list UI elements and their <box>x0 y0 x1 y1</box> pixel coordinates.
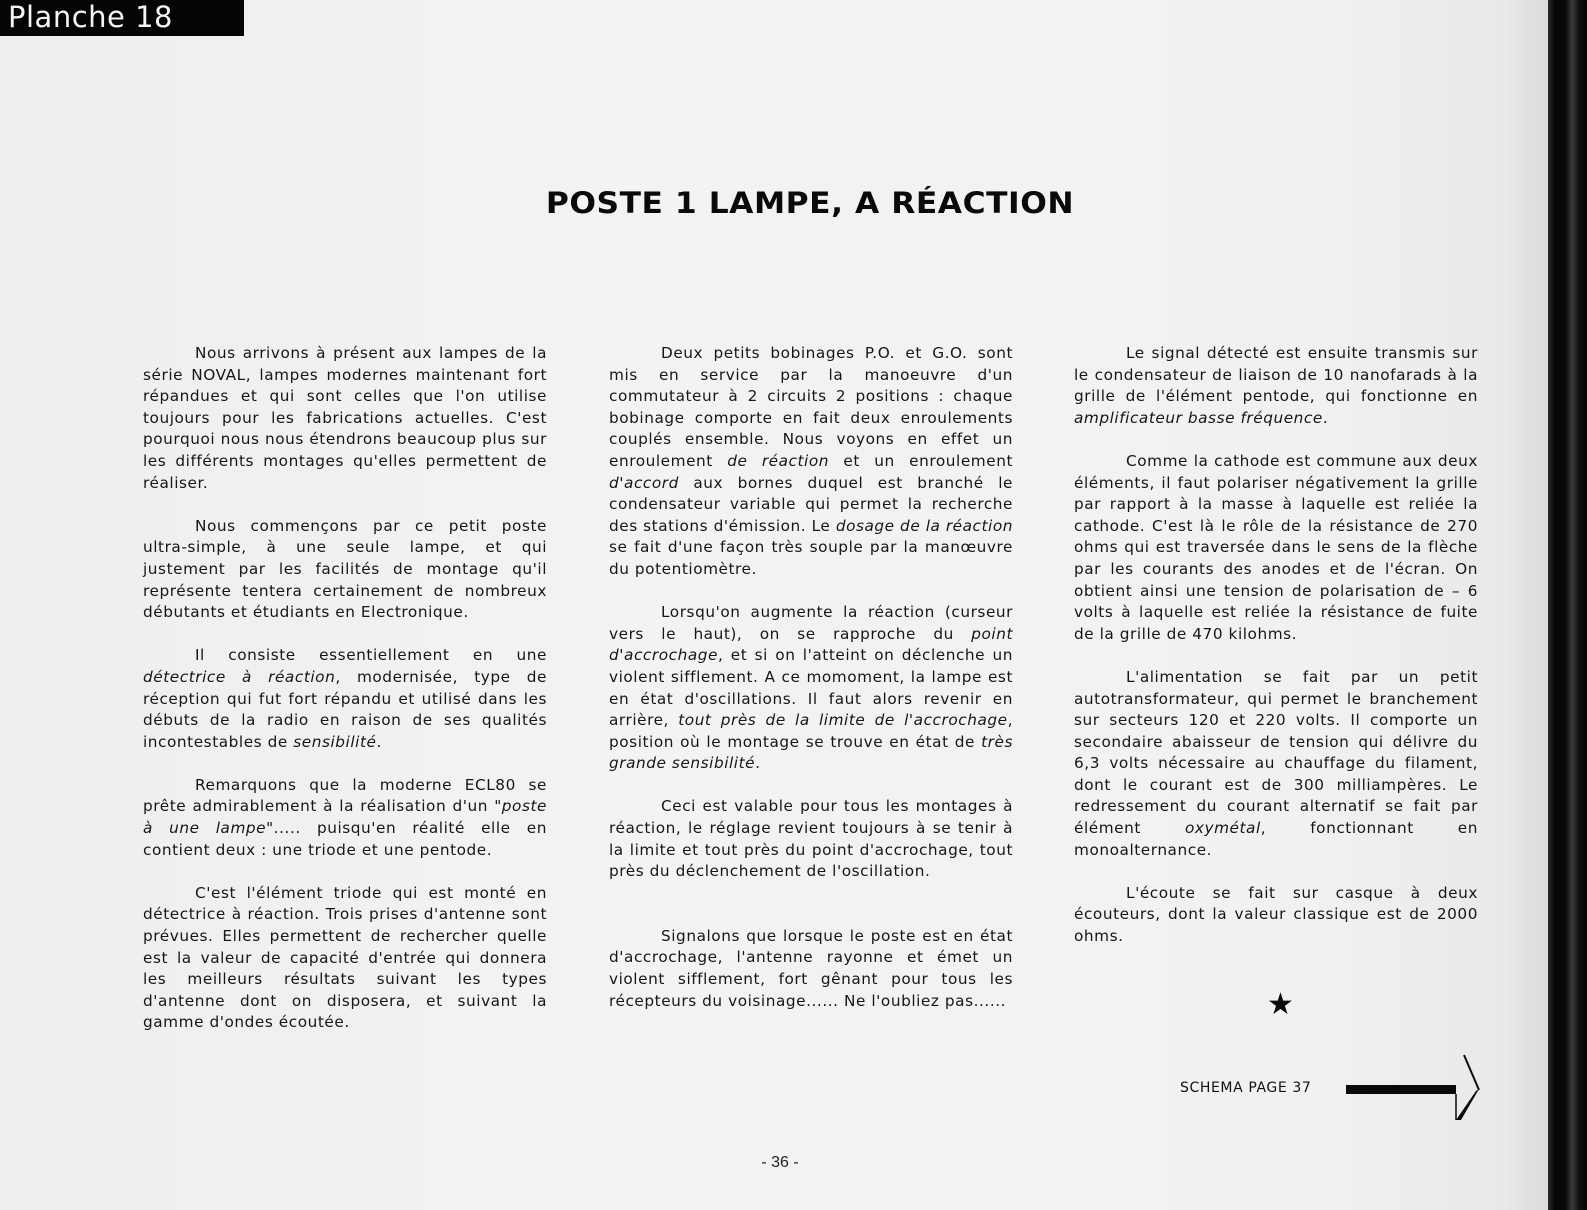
text-span: Il consiste essentiellement en une <box>195 646 547 665</box>
arrow-right-icon <box>1340 1050 1490 1120</box>
paragraph <box>1074 343 1478 429</box>
text-span: , modernisée, type de réception qui fut fort répandu et utilisé dans les débuts de la radio en raison de ses qualités incontestables de <box>143 667 548 751</box>
text-span: aux bornes duquel est branché le condensateur variable qui permet la recherche des stations d'émission. Le <box>609 473 1013 535</box>
emphasis: détectrice à réaction <box>143 667 336 686</box>
text-span: Remarquons que la moderne ECL80 se prête admirablement à la réalisation d'un <box>143 775 547 816</box>
text-column-2 <box>609 343 1013 1034</box>
emphasis: tout près de la limite de l'accrochage <box>678 711 1008 730</box>
schema-page-reference: SCHEMA PAGE 37 <box>1180 1080 1312 1096</box>
emphasis: très grande sensibilité <box>609 732 1013 773</box>
paragraph: Nous arrivons à présent aux lampes de la série NOVAL, lampes modernes maintenant fort répandues et qui sont celles que l'on utilise toujours pour les fabrications actuelles. C'est pourquoi nous nous étendrons beaucoup plus sur les différents montages qu'elles permettent de réaliser. <box>143 344 547 492</box>
text-span: Lorsqu'on augmente la réaction (curseur vers le haut), on se rapproche du <box>609 603 1013 643</box>
text-span: ..... puisqu'en réalité elle en contient deux : une triode et une pentode. <box>143 819 547 859</box>
text-column-3 <box>1074 343 1478 969</box>
text-span: et un enroulement <box>829 451 1013 470</box>
paragraph: Ceci est valable pour tous les montages à réaction, le réglage revient toujours à se tenir à la limite et tout près du point d'accrochage, tout près du déclenchement de l'oscillation. <box>609 797 1013 881</box>
text-span: Le signal détecté est ensuite transmis sur le condensateur de liaison de 10 nanofarads à la grille de l'élément pentode, qui fonctionne en <box>1074 344 1478 406</box>
text-span: , et si on l'atteint on déclenche un violent sifflement. A ce momoment, la lampe est en état d'oscillations. Il faut alors revenir en arrière, <box>609 646 1013 730</box>
text-span: , position où le montage se trouve en état de <box>609 711 1014 751</box>
paragraph <box>1074 667 1478 861</box>
paragraph: Signalons que lorsque le poste est en état d'accrochage, l'antenne rayonne et émet un violent sifflement, fort gênant pour tous les récepteurs du voisinage...... Ne l'oubliez pas...... <box>609 926 1013 1010</box>
emphasis: dosage de la réaction <box>835 516 1014 535</box>
paragraph: Comme la cathode est commune aux deux éléments, il faut polariser négativement la grille par rapport à la masse à laquelle est reliée la cathode. C'est là le rôle de la résistance de 270 ohms qui est traversée dans le sens de la flèche par les courants des anodes et de l'écran. On obtient ainsi une tension de polarisation de – 6 volts à laquelle est reliée la résistance de fuite de la grille de 470 kilohms. <box>1074 451 1478 643</box>
text-span: se fait d'une façon très souple par la manœuvre du potentiomètre. <box>609 538 1013 578</box>
paragraph <box>609 343 1013 581</box>
star-icon: ★ <box>1267 987 1294 1022</box>
paragraph: L'écoute se fait sur casque à deux écouteurs, dont la valeur classique est de 2000 ohms. <box>1074 883 1478 946</box>
emphasis: amplificateur basse fréquence <box>1074 408 1323 427</box>
emphasis: de réaction <box>727 451 830 470</box>
paragraph: C'est l'élément triode qui est monté en détectrice à réaction. Trois prises d'antenne sont prévues. Elles permettent de rechercher quelle est la valeur de capacité d'entrée qui donnera les meilleurs résultats suivant les types d'antenne dont on disposera, et suivant la gamme d'ondes écoutée. <box>143 883 547 1032</box>
emphasis: sensibilité <box>293 732 377 751</box>
paragraph <box>143 775 547 861</box>
paragraph <box>143 645 547 753</box>
text-span: L'alimentation se fait par un petit autotransformateur, qui permet le branchement sur secteurs 120 et 220 volts. Il comporte un secondaire abaisseur de tension qui délivre du 6,3 volts nécessaire au chauffage du filament, dont le courant est de 300 milliampères. Le redressement du courant alternatif se fait par élément <box>1074 667 1478 838</box>
paragraph <box>609 602 1013 775</box>
text-span: , fonctionnant en monoalternance. <box>1074 819 1478 859</box>
emphasis: "poste à une lampe" <box>143 797 547 838</box>
text-span: . <box>755 754 761 773</box>
book-spine <box>1548 0 1587 1210</box>
plate-label: Planche 18 <box>0 0 244 36</box>
page-number: - 36 - <box>761 1154 799 1171</box>
paragraph: Nous commençons par ce petit poste ultra-simple, à une seule lampe, et qui justement par les facilités de montage qu'il représente tentera certainement de nombreux débutants et étudiants en Electronique. <box>143 516 547 622</box>
text-span: . <box>376 732 382 751</box>
emphasis: d'accord <box>609 473 679 492</box>
emphasis: point d'accrochage <box>609 624 1013 665</box>
emphasis: oxymétal <box>1184 819 1261 838</box>
text-span: Deux petits bobinages P.O. et G.O. sont mis en service par la manoeuvre d'un commutateur à 2 circuits 2 positions : chaque bobinage comporte en fait deux enroulements couplés ensemble. Nous voyons en effet un enroulement <box>609 344 1013 470</box>
page-title: POSTE 1 LAMPE, A RÉACTION <box>545 186 1075 220</box>
text-span: . <box>1322 408 1329 427</box>
text-column-1 <box>143 343 547 1056</box>
